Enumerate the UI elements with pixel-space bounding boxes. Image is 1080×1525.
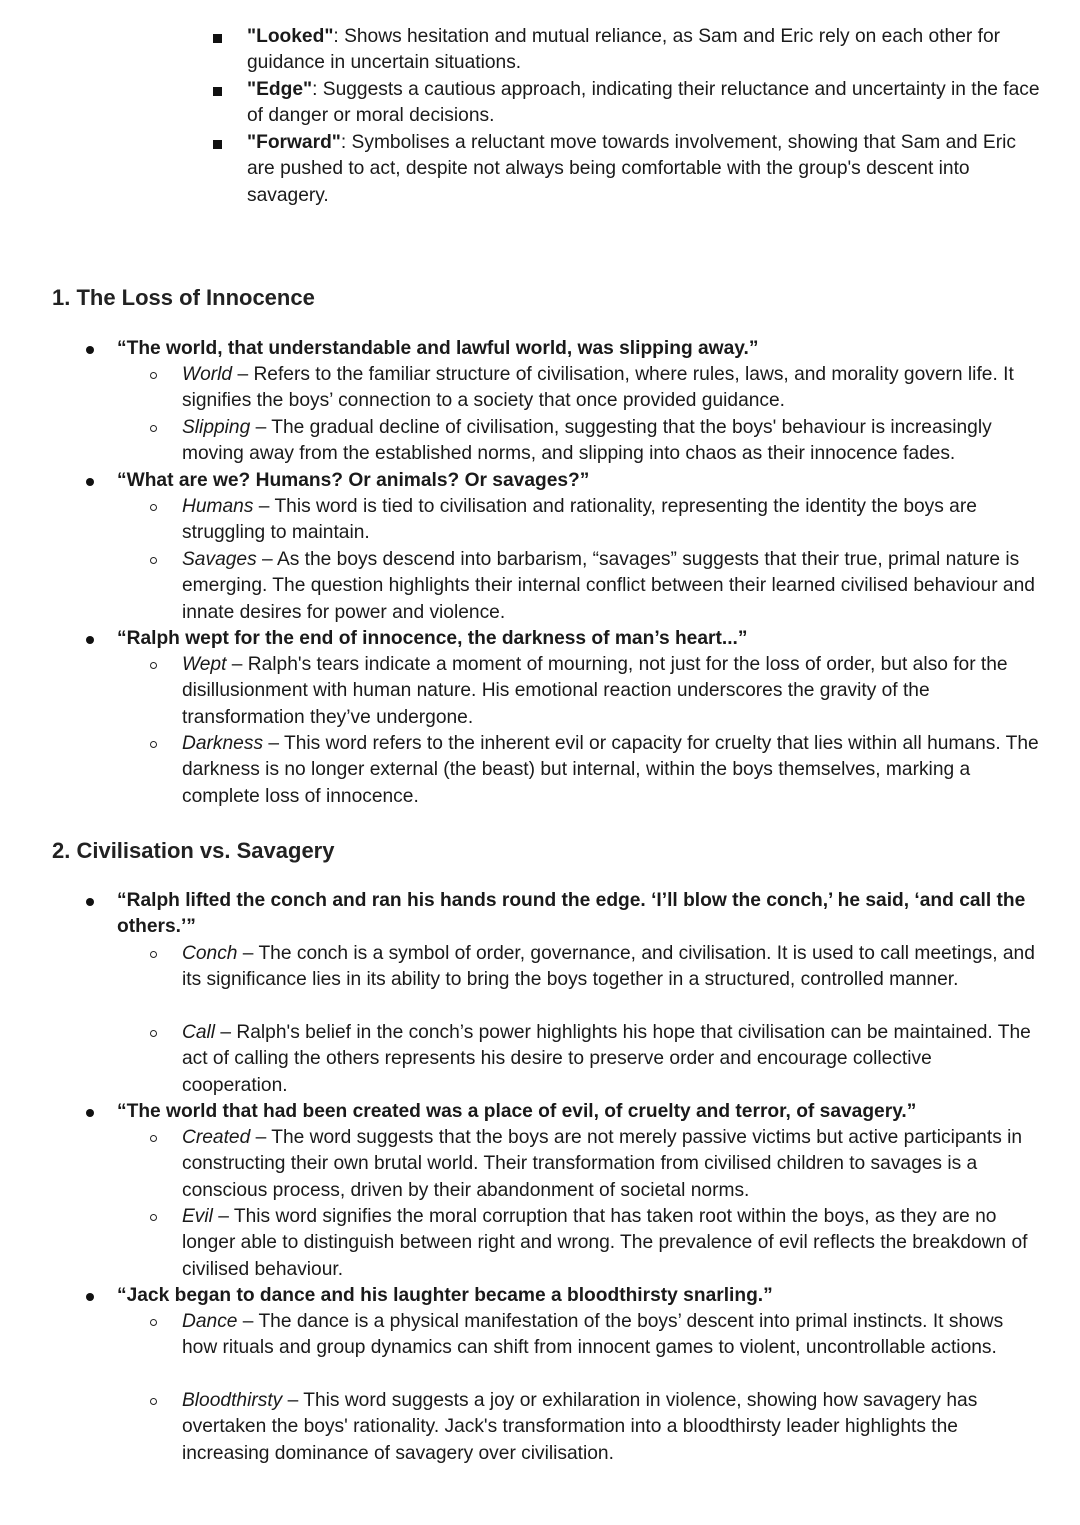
square-bullet-icon — [213, 34, 222, 43]
bullet-dot-icon — [86, 478, 94, 486]
quote: “The world that had been created was a place of evil, of cruelty and terror, of savagery.” — [117, 1101, 917, 1122]
term: Conch — [182, 943, 238, 964]
explanation: – The word suggests that the boys are not merely passive victims but active participants in constructing their own brutal world. Their transformation from civilised children to savages is a conscious process, driven by their abandonment of societal norms. — [182, 1127, 1023, 1201]
term: Darkness — [182, 733, 264, 754]
term: Call — [182, 1022, 216, 1043]
term: World — [182, 364, 233, 385]
analysis-item — [182, 941, 1042, 994]
explanation: – This word refers to the inherent evil or capacity for cruelty that lies within all humans. The darkness is no longer external (the beast) but internal, within the boys themselves, marking a complete loss of innocence. — [182, 733, 1039, 807]
term: Wept — [182, 654, 227, 675]
analysis-item — [182, 415, 1042, 468]
explanation: – This word suggests a joy or exhilaration in violence, showing how savagery has overtaken the boys' rationality. Jack's transformation into a bloodthirsty leader highlights the increasing dominance of savagery over civilisation. — [182, 1390, 978, 1464]
quote: “Jack began to dance and his laughter became a bloodthirsty snarling.” — [117, 1285, 773, 1306]
circle-bullet-icon — [150, 1398, 157, 1405]
section-heading: 1. The Loss of Innocence — [52, 285, 315, 310]
explanation: – As the boys descend into barbarism, “savages” suggests that their true, primal nature is emerging. The question highlights their internal conflict between their learned civilised behaviour and innate desires for power and violence. — [182, 549, 1035, 623]
bullet-dot-icon — [86, 636, 94, 644]
term: Slipping — [182, 417, 251, 438]
explanation: – This word signifies the moral corruption that has taken root within the boys, as they are no longer able to distinguish between right and wrong. The prevalence of evil reflects the breakdown of civilised behaviour. — [182, 1206, 1028, 1280]
bullet-dot-icon — [86, 898, 94, 906]
explanation: – The conch is a symbol of order, governance, and civilisation. It is used to call meetings, and its significance lies in its ability to bring the boys together in a structured, controlled manner. — [182, 943, 1035, 991]
term: Bloodthirsty — [182, 1390, 283, 1411]
analysis-item — [182, 1309, 1042, 1362]
section-heading: 2. Civilisation vs. Savagery — [52, 838, 335, 863]
term: Created — [182, 1127, 251, 1148]
analysis-item — [182, 1388, 1042, 1467]
term: Humans — [182, 496, 254, 517]
circle-bullet-icon — [150, 425, 157, 432]
bullet-dot-icon — [86, 1109, 94, 1117]
explanation: – The dance is a physical manifestation of the boys’ descent into primal instincts. It shows how rituals and group dynamics can shift from innocent games to violent, uncontrollable actions. — [182, 1311, 1004, 1359]
explanation: : Shows hesitation and mutual reliance, as Sam and Eric rely on each other for guidance in uncertain situations. — [247, 26, 1001, 74]
quote: “Ralph wept for the end of innocence, the darkness of man’s heart...” — [117, 628, 748, 649]
circle-bullet-icon — [150, 372, 157, 379]
analysis-item — [182, 362, 1042, 415]
explanation: – Ralph's belief in the conch’s power highlights his hope that civilisation can be maintained. The act of calling the others represents his desire to preserve order and encourage collective cooperation. — [182, 1022, 1031, 1096]
analysis-item — [182, 1020, 1042, 1099]
explanation: – The gradual decline of civilisation, suggesting that the boys' behaviour is increasingly moving away from the established norms, and slipping into chaos as their innocence fades. — [182, 417, 992, 465]
circle-bullet-icon — [150, 951, 157, 958]
term: Savages — [182, 549, 257, 570]
quote: “Ralph lifted the conch and ran his hands round the edge. ‘I’ll blow the conch,’ he said, ‘and call the others.’” — [117, 890, 1026, 938]
term: "Edge" — [247, 79, 313, 100]
bullet-dot-icon — [86, 1293, 94, 1301]
circle-bullet-icon — [150, 741, 157, 748]
circle-bullet-icon — [150, 662, 157, 669]
circle-bullet-icon — [150, 1319, 157, 1326]
term: Evil — [182, 1206, 213, 1227]
analysis-item — [182, 547, 1042, 626]
quote: “The world, that understandable and lawful world, was slipping away.” — [117, 338, 759, 359]
square-bullet-icon — [213, 140, 222, 149]
analysis-item — [182, 1125, 1042, 1204]
circle-bullet-icon — [150, 1214, 157, 1221]
analysis-item — [182, 1204, 1042, 1283]
analysis-item — [182, 494, 1042, 547]
quote: “What are we? Humans? Or animals? Or savages?” — [117, 470, 590, 491]
square-bullet-icon — [213, 87, 222, 96]
explanation: – Ralph's tears indicate a moment of mourning, not just for the loss of order, but also for the disillusionment with human nature. His emotional reaction underscores the gravity of the transformation they’ve undergone. — [182, 654, 1008, 728]
circle-bullet-icon — [150, 504, 157, 511]
explanation: : Suggests a cautious approach, indicating their reluctance and uncertainty in the face of danger or moral decisions. — [247, 79, 1040, 127]
term: "Looked" — [247, 26, 334, 47]
analysis-item — [182, 652, 1042, 731]
bullet-dot-icon — [86, 346, 94, 354]
circle-bullet-icon — [150, 1135, 157, 1142]
term: "Forward" — [247, 132, 341, 153]
explanation: – This word is tied to civilisation and rationality, representing the identity the boys are struggling to maintain. — [182, 496, 977, 544]
circle-bullet-icon — [150, 1030, 157, 1037]
analysis-item — [182, 731, 1042, 810]
explanation: – Refers to the familiar structure of civilisation, where rules, laws, and morality govern life. It signifies the boys’ connection to a society that once provided guidance. — [182, 364, 1014, 412]
circle-bullet-icon — [150, 557, 157, 564]
term: Dance — [182, 1311, 238, 1332]
explanation: : Symbolises a reluctant move towards involvement, showing that Sam and Eric are pushed to act, despite not always being comfortable with the group's descent into savagery. — [247, 132, 1016, 206]
